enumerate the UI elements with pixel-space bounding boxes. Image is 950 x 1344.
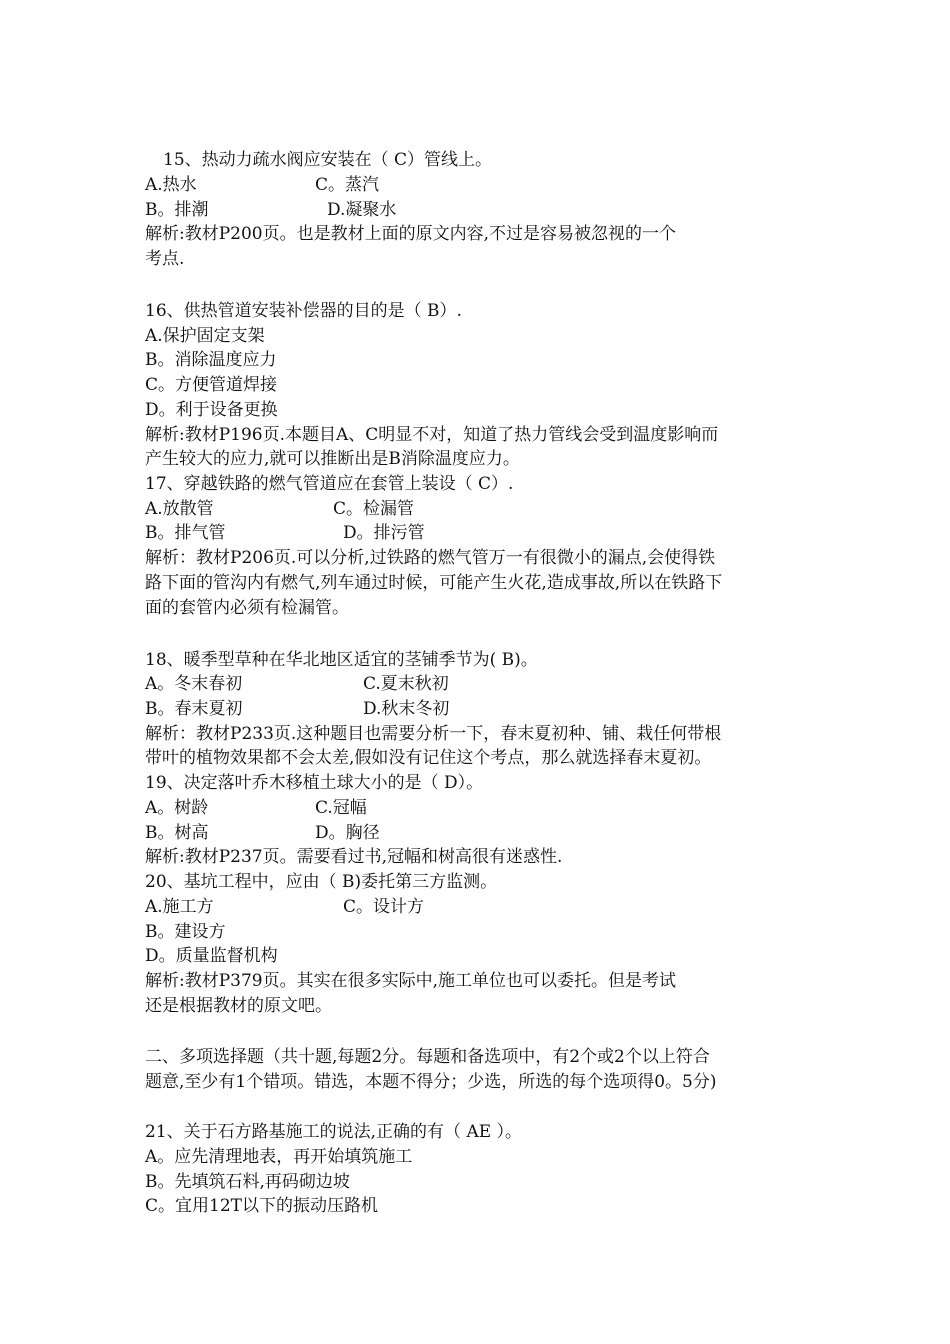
analysis-text: 解析：教材P206页.可以分析,过铁路的燃气管万一有很微小的漏点,会使得铁: [145, 548, 716, 568]
question-17: 17、穿越铁路的燃气管道应在套管上装设（ C）.: [145, 474, 514, 494]
analysis-text: 路下面的管沟内有燃气,列车通过时候，可能产生火花,造成事故,所以在铁路下: [145, 573, 723, 593]
question-20: 20、基坑工程中，应由（ B)委托第三方监测。: [145, 872, 498, 892]
option-c: C.夏末秋初: [363, 674, 449, 694]
option-a: A.放散管: [145, 499, 214, 519]
question-19: 19、决定落叶乔木移植土球大小的是（ D）。: [145, 773, 484, 793]
option-d: D.凝聚水: [327, 200, 397, 220]
question-18: 18、暖季型草种在华北地区适宜的茎铺季节为( B)。: [145, 650, 538, 670]
option-b: B。排潮: [145, 200, 209, 220]
option-d: D。利于设备更换: [145, 400, 278, 420]
section-heading: 题意,至少有1个错项。错选，本题不得分；少选，所选的每个选项得0。5分): [145, 1072, 717, 1092]
question-16: 16、供热管道安装补偿器的目的是（ B）.: [145, 301, 462, 321]
option-c: C。设计方: [343, 897, 425, 917]
analysis-text: 产生较大的应力,就可以推断出是B消除温度应力。: [145, 449, 520, 469]
option-a: A。应先清理地表，再开始填筑施工: [145, 1147, 413, 1167]
option-d: D。质量监督机构: [145, 946, 278, 966]
option-b: B。消除温度应力: [145, 350, 277, 370]
option-b: B。春末夏初: [145, 699, 243, 719]
option-c: C。蒸汽: [315, 175, 380, 195]
option-a: A.保护固定支架: [145, 326, 265, 346]
analysis-text: 考点.: [145, 249, 185, 269]
option-b: B。建设方: [145, 922, 226, 942]
analysis-text: 解析:教材P200页。也是教材上面的原文内容,不过是容易被忽视的一个: [145, 224, 677, 244]
analysis-text: 面的套管内必须有检漏管。: [145, 598, 349, 618]
analysis-text: 解析:教材P379页。其实在很多实际中,施工单位也可以委托。但是考试: [145, 971, 677, 991]
question-21: 21、关于石方路基施工的说法,正确的有（ AE ）。: [145, 1122, 523, 1142]
section-heading: 二、多项选择题（共十题,每题2分。每题和备选项中，有2个或2个以上符合: [145, 1047, 710, 1067]
option-d: D。胸径: [315, 823, 380, 843]
option-b: B。排气管: [145, 523, 226, 543]
option-d: D.秋末冬初: [363, 699, 450, 719]
option-d: D。排污管: [343, 523, 425, 543]
analysis-text: 还是根据教材的原文吧。: [145, 996, 332, 1016]
question-15: 15、热动力疏水阀应安装在（ C）管线上。: [163, 150, 493, 170]
analysis-text: 带叶的植物效果都不会太差,假如没有记住这个考点，那么就选择春末夏初。: [145, 748, 712, 768]
option-c: C。检漏管: [333, 499, 415, 519]
analysis-text: 解析：教材P233页.这种题目也需要分析一下，春末夏初种、铺、栽任何带根: [145, 724, 722, 744]
option-c: C。方便管道焊接: [145, 375, 278, 395]
analysis-text: 解析:教材P196页.本题目A、C明显不对，知道了热力管线会受到温度影响而: [145, 425, 719, 445]
analysis-text: 解析:教材P237页。需要看过书,冠幅和树高很有迷惑性.: [145, 847, 563, 867]
option-a: A。树龄: [145, 798, 209, 818]
option-a: A.施工方: [145, 897, 214, 917]
option-b: B。先填筑石料,再码砌边坡: [145, 1172, 350, 1192]
option-a: A.热水: [145, 175, 197, 195]
option-b: B。树高: [145, 823, 209, 843]
option-a: A。冬末春初: [145, 674, 243, 694]
option-c: C.冠幅: [315, 798, 367, 818]
option-c: C。宜用12T以下的振动压路机: [145, 1196, 378, 1216]
